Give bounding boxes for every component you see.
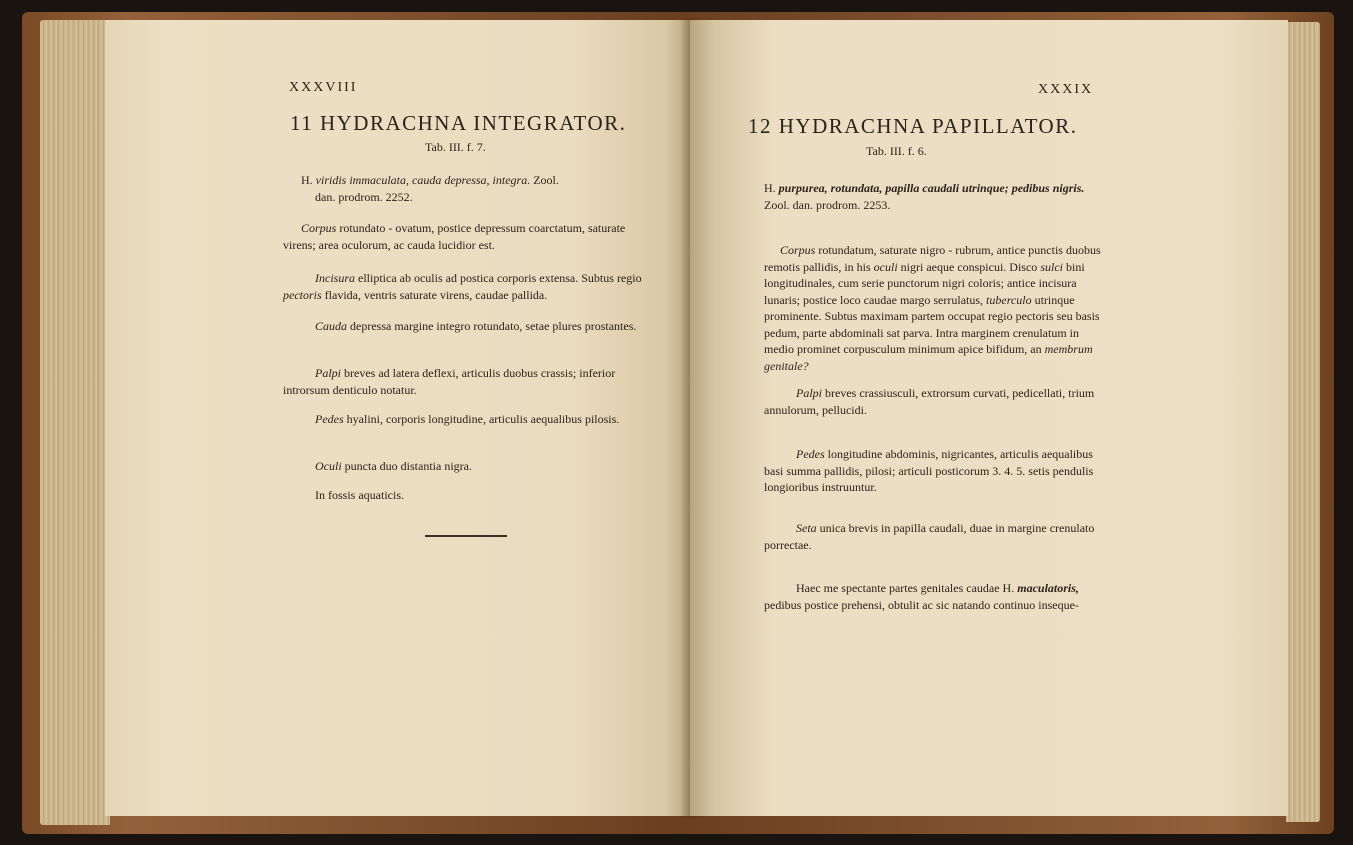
italic-term: membrum genitale? [764,342,1093,373]
italic-term: tuberculo [986,292,1032,307]
diagnosis-italic: purpurea, rotundata, papilla caudali utrinque; pedibus nigris. [778,181,1085,195]
paragraph-corpus [283,220,655,253]
lead-word: Pedes [315,412,344,426]
diagnosis-ref-line2: dan. prodrom. 2252. [315,189,413,204]
paragraph-text: depressa margine integro rotundato, setae plures prostantes. [350,319,637,333]
paragraph-corpus [764,242,1109,374]
page-title: 11 HYDRACHNA INTEGRATOR. [290,111,627,135]
paragraph-text: unica brevis in papilla caudali, duae in margine crenulato porrectae. [764,521,1095,552]
section-divider [425,535,507,537]
paragraph-text: rotundato - ovatum, postice depressum coarctatum, saturate virens; area oculorum, ac cauda lucidior est. [283,221,626,252]
diagnosis-italic: viridis immaculata, cauda depressa, integra. [315,173,531,187]
lead-word: Pedes [796,447,825,461]
right-page [690,20,1288,816]
page-edges-right [1286,22,1320,822]
paragraph-incisura [283,270,655,303]
lead-word: Palpi [796,386,822,400]
lead-word: Corpus [301,221,337,235]
paragraph-text: bini longitudinales, cum serie punctorum nigri coloris; antice incisura lunaris; postice loco caudae margo serrulatus, [764,259,1085,307]
paragraph-seta [764,520,1109,553]
italic-term: pectoris [283,287,322,302]
paragraph-text: longitudine abdominis, nigricantes, articulis aequalibus basi summa pallidis, pilosi; articuli posticorum 3. 4. 5. setis pendulis longioribus instruuntur. [764,447,1094,494]
left-page [105,20,690,816]
paragraph-habitat [283,487,655,504]
paragraph-text: flavida, ventris saturate virens, caudae pallida. [324,287,548,302]
page-title: 12 HYDRACHNA PAPILLATOR. [748,114,1078,138]
paragraph-text: nigri aeque conspicui. Disco [900,259,1038,274]
paragraph-text: pedibus postice prehensi, obtulit ac sic natando continuo inseque- [764,597,1079,612]
table-reference: Tab. III. f. 6. [866,144,927,158]
lead-word: Cauda [315,319,348,333]
paragraph-cauda [283,318,655,335]
diagnosis [301,172,661,205]
paragraph-text: puncta duo distantia nigra. [344,459,472,473]
paragraph-text: hyalini, corporis longitudine, articulis aequalibus pilosis. [346,412,620,426]
page-number: XXXVIII [289,80,358,95]
paragraph-pedes [764,446,1109,496]
diagnosis [764,180,1109,213]
lead-word: Incisura [315,271,355,285]
lead-word: Seta [796,521,817,535]
paragraph-text: rotundatum, saturate nigro - rubrum, antice punctis duobus remotis pallidis, in his [764,243,1101,274]
italic-term: sulci [1040,259,1063,274]
paragraph-observation [764,580,1109,613]
paragraph-text: breves crassiusculi, extrorsum curvati, pedicellati, trium annulorum, pellucidi. [764,386,1095,417]
table-reference: Tab. III. f. 7. [425,140,486,154]
lead-word: Oculi [315,459,342,473]
paragraph-text: elliptica ab oculis ad postica corporis extensa. Subtus regio [358,271,642,285]
paragraph-palpi [764,385,1109,418]
paragraph-text: Haec me spectante partes genitales caudae H. [796,581,1015,595]
italic-term: oculi [873,259,898,274]
paragraph-oculi [283,458,655,475]
diagnosis-letter: H. [764,181,776,195]
paragraph-text: breves ad latera deflexi, articulis duobus crassis; inferior introrsum denticulo notatur. [283,366,616,397]
diagnosis-letter: H. [301,173,313,187]
italic-term: maculatoris, [1017,581,1079,595]
paragraph-pedes [283,411,655,428]
lead-word: Corpus [780,243,816,257]
paragraph-text: utrinque prominente. Subtus maximam partem occupat regio pectoris seu basis pedum, parte abdominali sat parva. Intra marginem crenulatum in medio prominet corpusculum minimum apice bifidum, an [764,292,1100,356]
diagnosis-ref: Zool. [533,173,559,187]
lead-word: Palpi [315,366,341,380]
page-edges-left [40,20,110,825]
page-number: XXXIX [1038,82,1094,97]
paragraph-text: In fossis aquaticis. [315,488,404,502]
paragraph-palpi [283,365,655,398]
diagnosis-ref: Zool. dan. prodrom. 2253. [764,197,891,212]
